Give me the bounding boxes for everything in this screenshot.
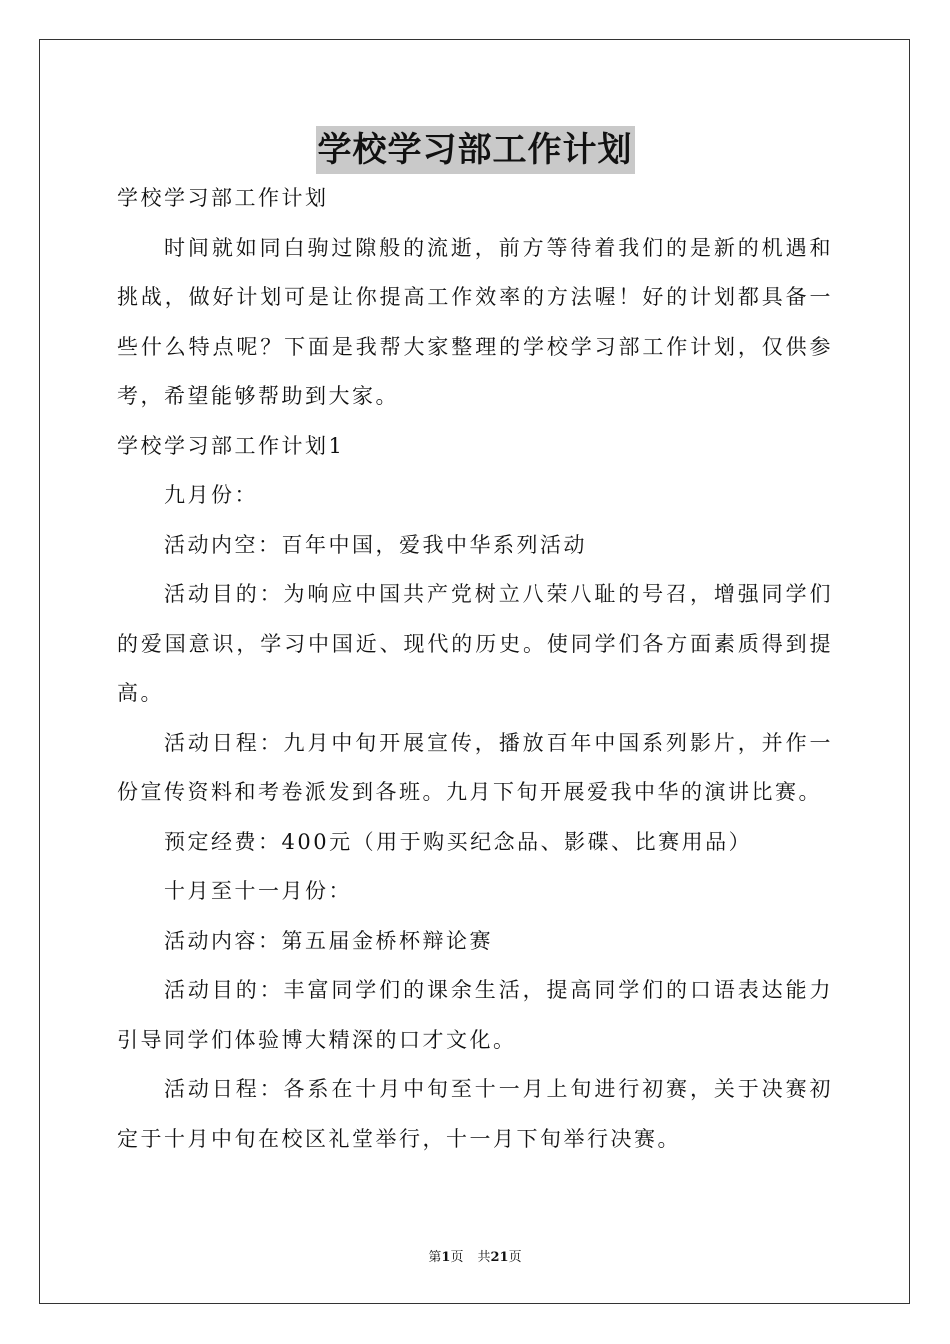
paragraph: 学校学习部工作计划 bbox=[117, 186, 329, 210]
page-suffix: 页 bbox=[450, 1250, 464, 1265]
paragraph: 活动日程：九月中旬开展宣传，播放百年中国系列影片，并作一份宣传资料和考卷派发到各班。九月下旬开展爱我中华的演讲比赛。 bbox=[117, 730, 833, 804]
paragraph: 九月份： bbox=[164, 483, 258, 507]
total-pages: 21 bbox=[490, 1250, 509, 1265]
document-title-text: 学校学习部工作计划 bbox=[316, 126, 635, 174]
document-body bbox=[117, 174, 833, 1164]
paragraph: 时间就如同白驹过隙般的流逝，前方等待着我们的是新的机遇和挑战，做好计划可是让你提高工作效率的方法喔！好的计划都具备一些什么特点呢？下面是我帮大家整理的学校学习部工作计划，仅供参考，希望能够帮助到大家。 bbox=[117, 235, 833, 408]
document-title bbox=[0, 126, 950, 174]
page-footer bbox=[0, 1246, 950, 1265]
paragraph: 预定经费：400元（用于购买纪念品、影碟、比赛用品） bbox=[164, 829, 753, 854]
paragraph: 活动日程：各系在十月中旬至十一月上旬进行初赛，关于决赛初定于十月中旬在校区礼堂举行，十一月下旬举行决赛。 bbox=[117, 1077, 833, 1151]
paragraph: 十月至十一月份： bbox=[164, 879, 352, 903]
paragraph: 活动目的：为响应中国共产党树立八荣八耻的号召，增强同学们的爱国意识，学习中国近、现代的历史。使同学们各方面素质得到提高。 bbox=[117, 582, 833, 705]
total-prefix: 共 bbox=[477, 1250, 491, 1265]
paragraph: 学校学习部工作计划1 bbox=[117, 433, 345, 458]
page-prefix: 第 bbox=[428, 1250, 442, 1265]
paragraph: 活动目的：丰富同学们的课余生活，提高同学们的口语表达能力引导同学们体验博大精深的口才文化。 bbox=[117, 978, 833, 1052]
paragraph: 活动内容：第五届金桥杯辩论赛 bbox=[164, 928, 493, 953]
page-number: 1 bbox=[441, 1250, 451, 1265]
total-suffix: 页 bbox=[508, 1250, 522, 1265]
paragraph: 活动内空：百年中国，爱我中华系列活动 bbox=[164, 532, 587, 557]
